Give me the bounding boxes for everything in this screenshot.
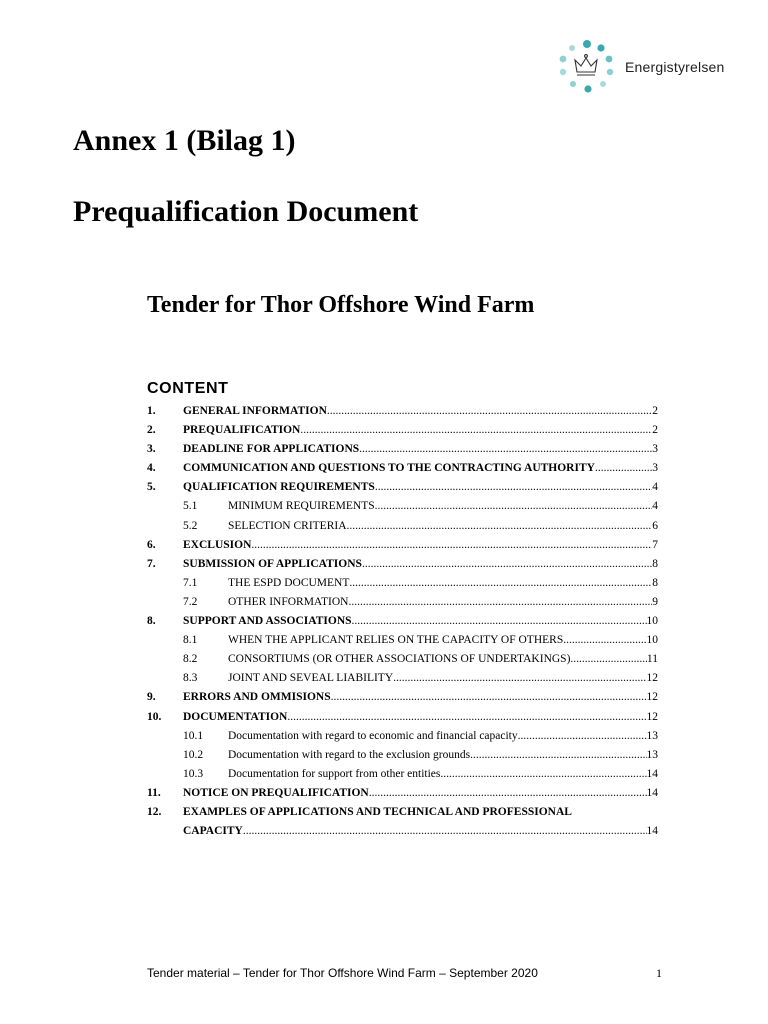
toc-entry-page: 14 xyxy=(646,825,658,838)
toc-entry-page: 3 xyxy=(652,443,658,456)
toc-entry[interactable] xyxy=(147,517,658,536)
toc-entry-title: GENERAL INFORMATION xyxy=(183,405,327,417)
toc-entry-number: 4. xyxy=(147,462,156,475)
toc-entry-number: 10.2 xyxy=(183,748,204,761)
crown-dots-icon xyxy=(555,38,619,98)
toc-entry-number: 3. xyxy=(147,443,156,456)
toc-entry-title: DEADLINE FOR APPLICATIONS xyxy=(183,443,360,456)
toc-entry-title-cont: CAPACITY xyxy=(183,825,243,838)
toc-entry[interactable] xyxy=(147,440,658,459)
tender-subtitle: Tender for Thor Offshore Wind Farm xyxy=(147,292,535,318)
footer-text: Tender material – Tender for Thor Offshore Wind Farm – September 2020 xyxy=(147,966,538,980)
toc-entry-page: 10 xyxy=(646,615,658,628)
toc-entry[interactable] xyxy=(147,708,658,727)
toc-entry-title: SUBMISSION OF APPLICATIONS xyxy=(183,557,362,570)
toc-entry-page: 12 xyxy=(646,691,658,704)
toc-entry-title: JOINT AND SEVEAL LIABILITY xyxy=(228,672,394,685)
toc-entry[interactable] xyxy=(147,574,658,593)
toc-entry-title: PREQUALIFICATION xyxy=(183,424,301,437)
toc-entry[interactable] xyxy=(147,669,658,688)
toc-entry[interactable] xyxy=(147,612,658,631)
toc-entry-title: ERRORS AND OMMISIONS xyxy=(183,691,331,704)
toc-entry-page: 10 xyxy=(646,634,658,647)
toc-entry[interactable] xyxy=(147,478,658,497)
toc-entry[interactable] xyxy=(147,803,658,822)
toc-entry[interactable] xyxy=(147,459,658,478)
toc-entry-page: 12 xyxy=(646,710,658,723)
toc-entry-number: 8.2 xyxy=(183,653,198,666)
toc-entry[interactable] xyxy=(147,631,658,650)
toc-entry-number: 10.1 xyxy=(183,729,204,742)
annex-title: Annex 1 (Bilag 1) xyxy=(73,124,296,157)
toc-entry[interactable] xyxy=(147,421,658,440)
energistyrelsen-logo xyxy=(555,38,725,98)
toc-entry[interactable] xyxy=(147,784,658,803)
toc-entry[interactable] xyxy=(147,746,658,765)
toc-entry-page: 4 xyxy=(652,500,658,513)
toc-entry-number: 6. xyxy=(147,538,156,551)
document-title: Prequalification Document xyxy=(73,195,419,228)
toc-entry-page: 13 xyxy=(646,729,658,742)
toc-entry-page: 2 xyxy=(652,405,658,417)
logo-wordmark: Energistyrelsen xyxy=(625,59,725,75)
toc-entry[interactable] xyxy=(147,555,658,574)
toc-entry[interactable] xyxy=(147,497,658,516)
toc-entry[interactable] xyxy=(147,727,658,746)
toc-entry-title: SUPPORT AND ASSOCIATIONS xyxy=(183,615,352,628)
toc-entry-page: 6 xyxy=(652,519,658,532)
toc-entry-title: OTHER INFORMATION xyxy=(228,595,349,608)
toc-entry-page: 12 xyxy=(646,672,658,685)
toc-entry-title: Documentation with regard to the exclusion grounds xyxy=(228,748,471,761)
toc-entry-page: 14 xyxy=(646,767,658,780)
toc-entry-title: QUALIFICATION REQUIREMENTS xyxy=(183,481,375,494)
toc-entry-number: 2. xyxy=(147,424,156,437)
toc-entry-title: DOCUMENTATION xyxy=(183,710,288,723)
toc-entry-number: 5. xyxy=(147,481,156,494)
content-heading: CONTENT xyxy=(147,380,229,397)
toc-entry[interactable] xyxy=(147,593,658,612)
toc-entry-number: 10.3 xyxy=(183,767,204,780)
toc-entry-number: 7.1 xyxy=(183,576,198,589)
toc-entry-number: 8.3 xyxy=(183,672,198,685)
toc-entry-number: 5.1 xyxy=(183,500,198,513)
toc-entry-continuation[interactable] xyxy=(147,822,658,841)
toc-entry-page: 7 xyxy=(652,538,658,551)
toc-entry-number: 8. xyxy=(147,615,156,628)
toc-entry[interactable] xyxy=(147,402,658,421)
toc-entry-page: 3 xyxy=(652,462,658,475)
toc-entry-number: 10. xyxy=(147,710,162,723)
toc-entry-title: SELECTION CRITERIA xyxy=(228,519,347,532)
toc-entry-number: 11. xyxy=(147,786,161,799)
toc-entry-title: CONSORTIUMS (OR OTHER ASSOCIATIONS OF UNDERTAKINGS) xyxy=(228,653,571,666)
table-of-contents xyxy=(147,402,658,841)
toc-entry[interactable] xyxy=(147,765,658,784)
toc-entry[interactable] xyxy=(147,536,658,555)
page-number: 1 xyxy=(656,966,662,980)
toc-entry-title: Documentation for support from other entities xyxy=(228,767,441,780)
toc-entry-title: COMMUNICATION AND QUESTIONS TO THE CONTRACTING AUTHORITY xyxy=(183,462,595,475)
toc-entry-number: 5.2 xyxy=(183,519,198,532)
toc-entry-title: WHEN THE APPLICANT RELIES ON THE CAPACITY OF OTHERS xyxy=(228,634,564,647)
toc-entry-number: 7. xyxy=(147,557,156,570)
toc-entry-number: 9. xyxy=(147,691,156,704)
toc-entry-page: 8 xyxy=(652,557,658,570)
toc-entry-page: 13 xyxy=(646,748,658,761)
toc-entry-number: 7.2 xyxy=(183,595,198,608)
toc-entry-page: 8 xyxy=(652,576,658,589)
toc-entry-title: THE ESPD DOCUMENT xyxy=(228,576,350,589)
toc-entry-page: 2 xyxy=(652,424,658,437)
toc-entry-page: 11 xyxy=(646,653,658,666)
toc-entry-title: EXCLUSION xyxy=(183,538,252,551)
toc-entry[interactable] xyxy=(147,650,658,669)
toc-entry-number: 1. xyxy=(147,405,156,417)
toc-entry-number: 8.1 xyxy=(183,634,198,647)
toc-entry-page: 9 xyxy=(652,595,658,608)
toc-entry-number: 12. xyxy=(147,805,162,818)
toc-entry-title: EXAMPLES OF APPLICATIONS AND TECHNICAL AND PROFESSIONAL xyxy=(183,805,572,818)
toc-entry-title: Documentation with regard to economic and financial capacity xyxy=(228,729,518,742)
toc-entry-title: MINIMUM REQUIREMENTS xyxy=(228,500,375,513)
toc-entry-page: 14 xyxy=(646,786,658,799)
toc-entry[interactable] xyxy=(147,688,658,707)
toc-entry-page: 4 xyxy=(652,481,658,494)
toc-entry-title: NOTICE ON PREQUALIFICATION xyxy=(183,786,369,799)
